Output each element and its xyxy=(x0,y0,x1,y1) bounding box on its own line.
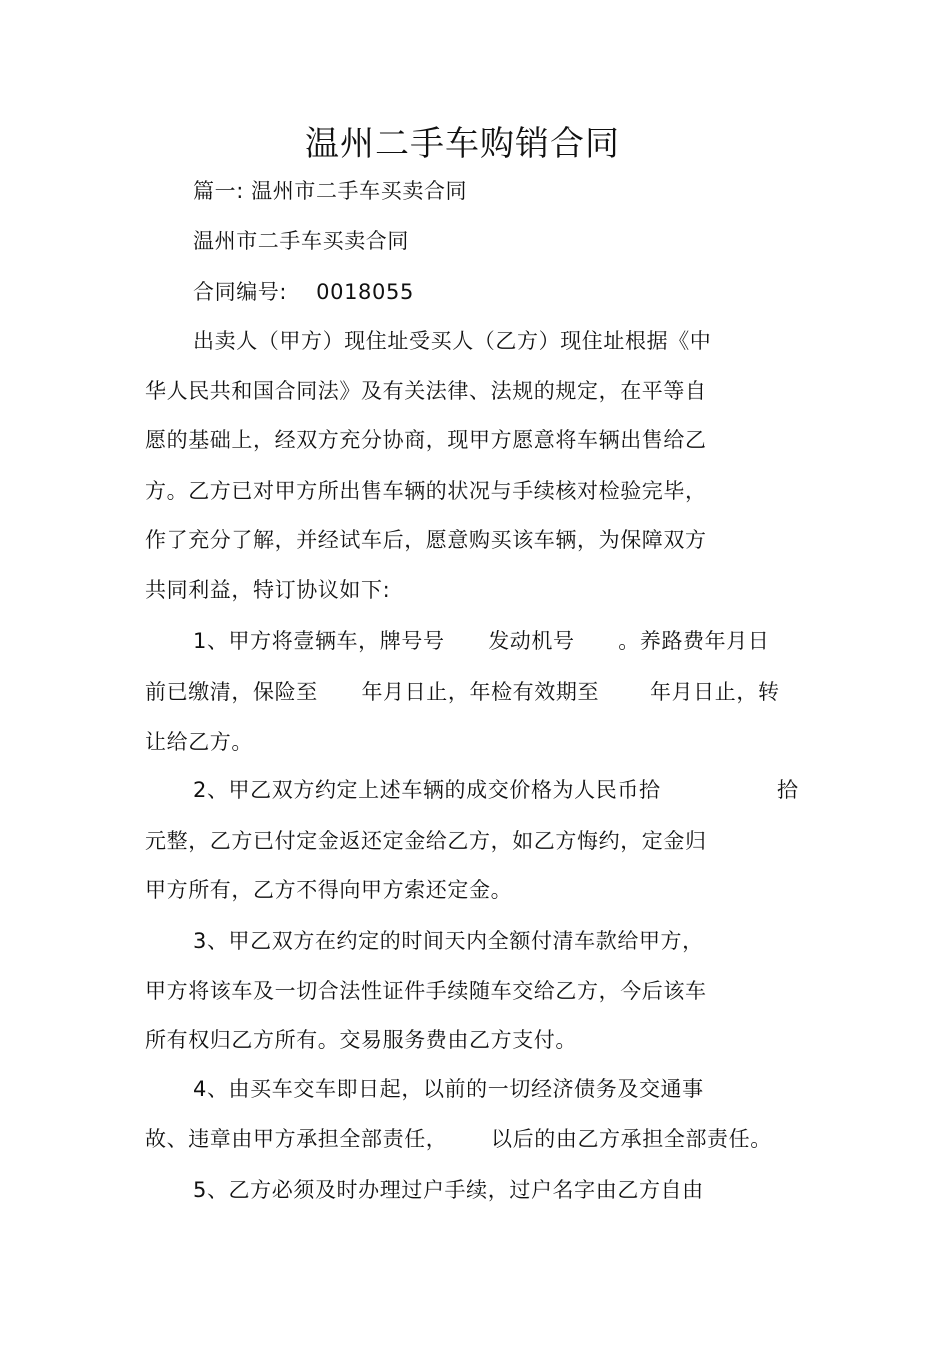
document-title: 温州二手车购销合同 xyxy=(305,124,620,164)
clause-3-line: 所有权归乙方所有。交易服务费由乙方支付。 xyxy=(145,1028,577,1052)
clause-4-line: 4、由买车交车即日起，以前的一切经济债务及交通事 xyxy=(193,1077,704,1101)
preamble-line: 出卖人（甲方）现住址受买人（乙方）现住址根据《中 xyxy=(193,329,712,353)
preamble-line: 方。乙方已对甲方所出售车辆的状况与手续核对检验完毕， xyxy=(145,479,707,503)
preamble-line: 华人民共和国合同法》及有关法律、法规的规定，在平等自 xyxy=(145,379,707,403)
contract-number: 合同编号: 0018055 xyxy=(193,280,414,304)
clause-1-line: 前已缴清，保险至 年月日止，年检有效期至 年月日止，转 xyxy=(145,680,780,704)
clause-3-line: 3、甲乙双方在约定的时间天内全额付清车款给甲方， xyxy=(193,929,704,953)
clause-5-line: 5、乙方必须及时办理过户手续，过户名字由乙方自由 xyxy=(193,1178,704,1202)
clause-4-line: 故、违章由甲方承担全部责任， 以后的由乙方承担全部责任。 xyxy=(145,1127,772,1151)
clause-1-line: 1、甲方将壹辆车，牌号号 发动机号 。养路费年月日 xyxy=(193,629,770,653)
clause-3-line: 甲方将该车及一切合法性证件手续随车交给乙方，今后该车 xyxy=(145,979,707,1003)
clause-2-line: 甲方所有，乙方不得向甲方索还定金。 xyxy=(145,878,513,902)
preamble-line: 共同利益，特订协议如下: xyxy=(145,578,391,602)
clause-2-line: 元整，乙方已付定金返还定金给乙方，如乙方悔约，定金归 xyxy=(145,829,707,853)
sub-heading: 温州市二手车买卖合同 xyxy=(193,229,409,253)
clause-1-line: 让给乙方。 xyxy=(145,730,253,754)
preamble-line: 愿的基础上，经双方充分协商，现甲方愿意将车辆出售给乙 xyxy=(145,428,707,452)
clause-2-line: 2、甲乙双方约定上述车辆的成交价格为人民币拾 拾 xyxy=(193,778,799,802)
preamble-line: 作了充分了解，并经试车后，愿意购买该车辆，为保障双方 xyxy=(145,528,707,552)
section-heading: 篇一: 温州市二手车买卖合同 xyxy=(193,179,468,203)
